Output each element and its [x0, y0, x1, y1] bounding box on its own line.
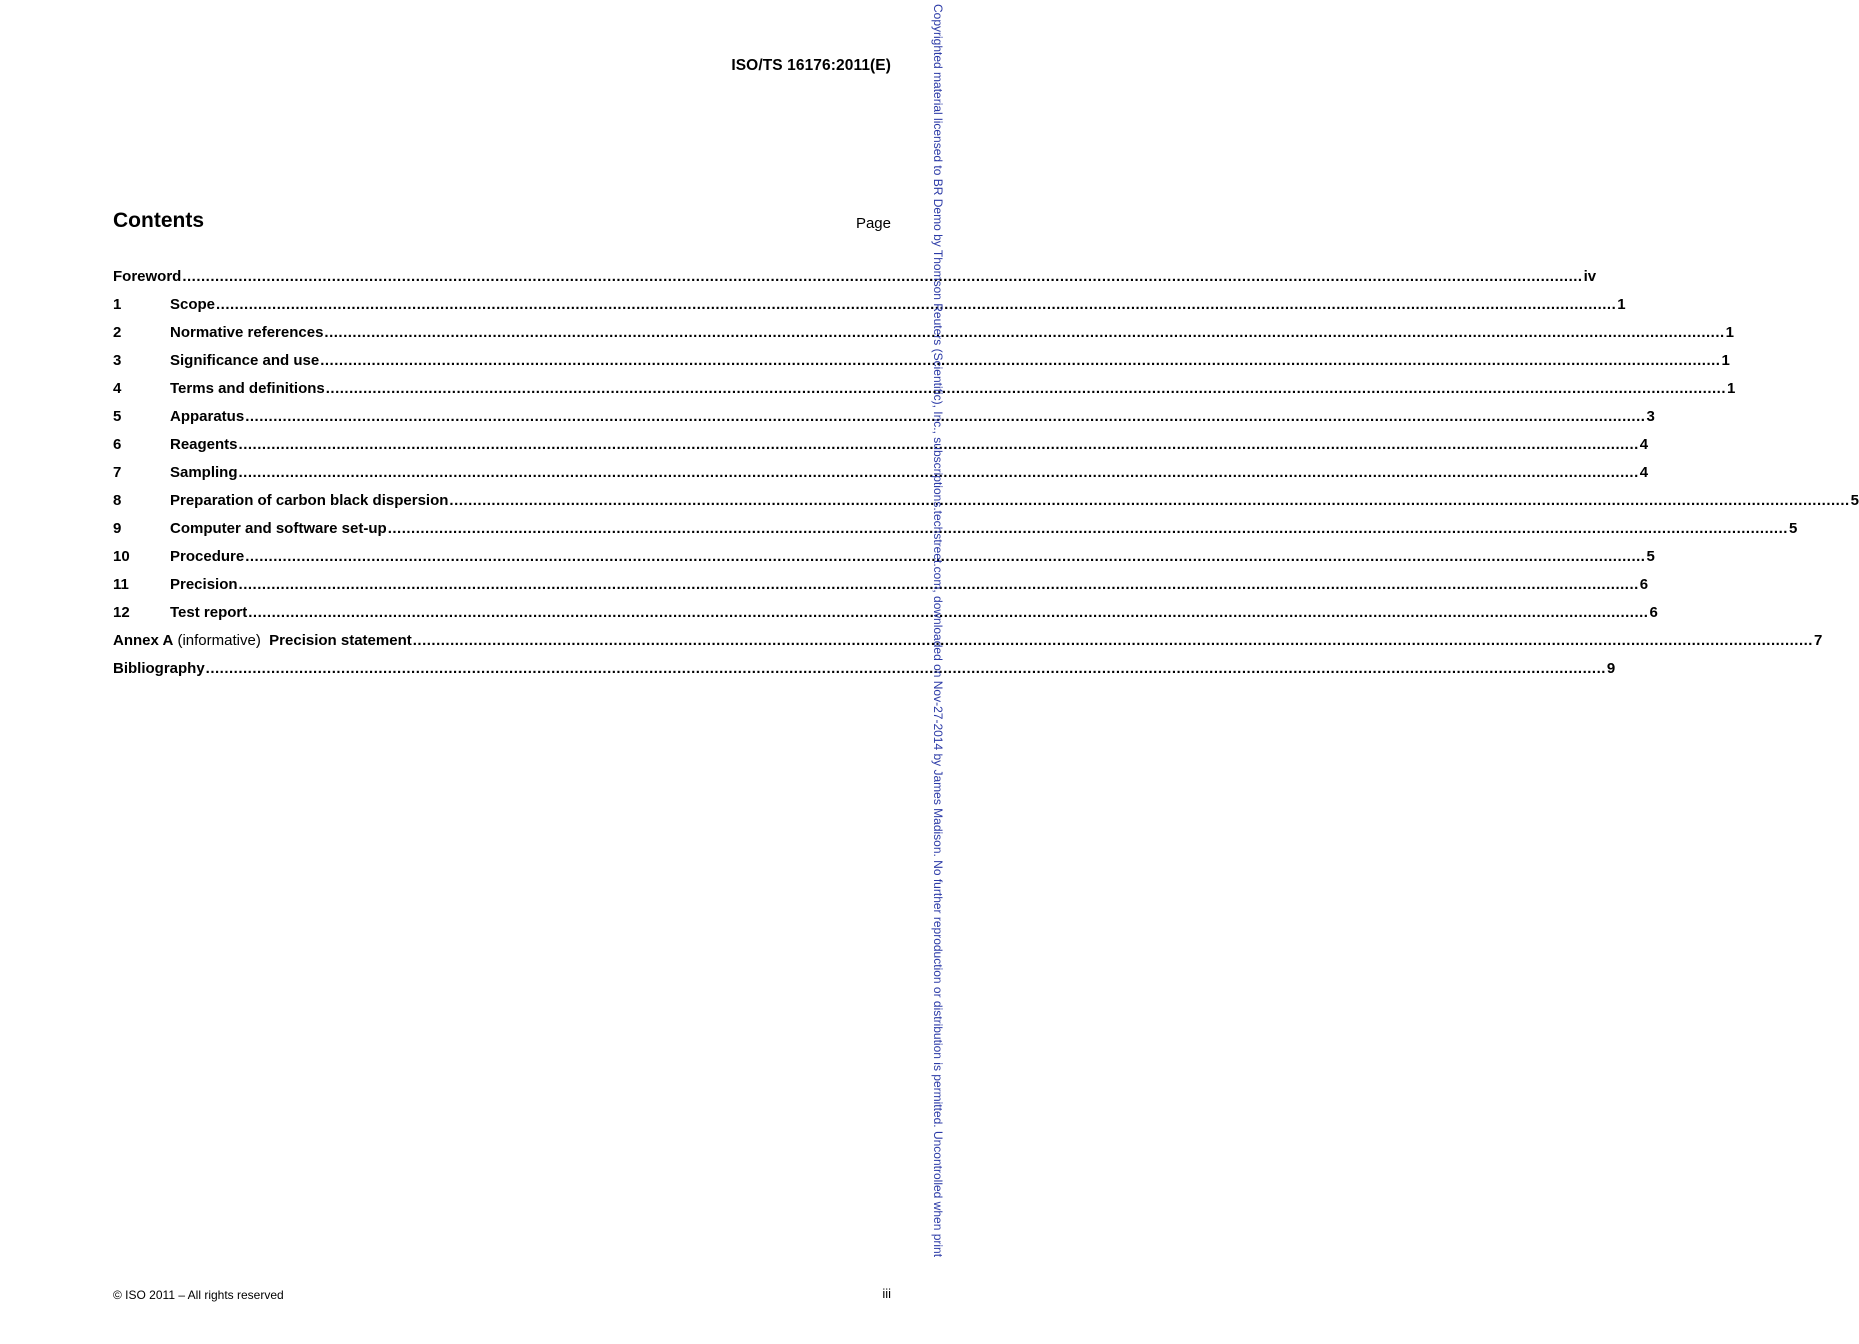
toc-entry-title: Precision: [170, 576, 238, 593]
toc-leader-dots: ............................................................................................................................................................................................................................................................................................................: [238, 436, 1639, 453]
toc-leader-dots: ............................................................................................................................................................................................................................................................................................................: [324, 324, 1725, 341]
toc-entry-reagents[interactable]: [113, 436, 1649, 464]
toc-entry-apparatus[interactable]: [113, 408, 1655, 436]
toc-entry-procedure[interactable]: [113, 548, 1655, 576]
toc-annex-spacer: [261, 632, 269, 649]
toc-entry-number: 9: [113, 520, 122, 537]
page-number: iii: [882, 1286, 891, 1301]
toc-entry-page: 9: [1606, 660, 1616, 677]
toc-leader-dots: ............................................................................................................................................................................................................................................................................................................: [245, 408, 1646, 425]
toc-entry-significance[interactable]: [113, 352, 1730, 380]
toc-entry-title: Normative references: [170, 324, 324, 341]
toc-entry-number: 12: [113, 604, 130, 621]
toc-entry-precision[interactable]: [113, 576, 1649, 604]
toc-entry-scope[interactable]: [113, 296, 1626, 324]
toc-leader-dots: ............................................................................................................................................................................................................................................................................................................: [320, 352, 1721, 369]
toc-entry-title: Foreword: [113, 268, 182, 285]
toc-entry-title: Significance and use: [170, 352, 320, 369]
toc-entry-title: Computer and software set-up: [170, 520, 387, 537]
toc-entry-page: 6: [1649, 604, 1658, 621]
toc-entry-page: 5: [1850, 492, 1859, 509]
toc-annex-note: (informative): [177, 632, 261, 649]
toc-entry-test-report[interactable]: [113, 604, 1658, 632]
page-column-label: Page: [855, 215, 891, 232]
toc-leader-dots: ............................................................................................................................................................................................................................................................................................................: [387, 520, 1788, 537]
toc-entry-title: Terms and definitions: [170, 380, 325, 397]
toc-entry-number: 4: [113, 380, 122, 397]
toc-entry-title: Scope: [170, 296, 216, 313]
toc-leader-dots: ............................................................................................................................................................................................................................................................................................................: [238, 464, 1639, 481]
toc-entry-page: iv: [1583, 268, 1597, 285]
toc-entry-page: 6: [1639, 576, 1649, 593]
toc-entry-number: 11: [113, 576, 129, 593]
toc-entry-page: 4: [1639, 436, 1649, 453]
toc-entry-number: 5: [113, 408, 122, 425]
toc-entry-terms[interactable]: [113, 380, 1736, 408]
toc-annex-prefix: Annex A: [113, 632, 174, 649]
toc-entry-page: 7: [1813, 632, 1823, 649]
toc-entry-number: 7: [113, 464, 122, 481]
toc-entry-title: Apparatus: [170, 408, 245, 425]
toc-entry-page: 1: [1725, 324, 1735, 341]
toc-entry-page: 4: [1639, 464, 1649, 481]
toc-leader-dots: ............................................................................................................................................................................................................................................................................................................: [182, 268, 1583, 285]
toc-leader-dots: ............................................................................................................................................................................................................................................................................................................: [449, 492, 1850, 509]
toc-entry-number: 10: [113, 548, 130, 565]
toc-leader-dots: ............................................................................................................................................................................................................................................................................................................: [245, 548, 1646, 565]
document-code: ISO/TS 16176:2011(E): [731, 57, 891, 74]
toc-entry-sampling[interactable]: [113, 464, 1649, 492]
toc-entry-foreword[interactable]: [113, 268, 1597, 296]
toc-leader-dots: ............................................................................................................................................................................................................................................................................................................: [216, 296, 1617, 313]
toc-entry-title: Bibliography: [113, 660, 205, 677]
toc-entry-page: 1: [1617, 296, 1626, 313]
copyright-notice: © ISO 2011 – All rights reserved: [113, 1288, 284, 1302]
toc-leader-dots: ............................................................................................................................................................................................................................................................................................................: [325, 380, 1726, 397]
table-of-contents: [113, 268, 1859, 688]
toc-entry-page: 5: [1646, 548, 1655, 565]
toc-entry-number: 2: [113, 324, 122, 341]
toc-leader-dots: ............................................................................................................................................................................................................................................................................................................: [248, 604, 1649, 621]
toc-entry-page: 1: [1727, 380, 1736, 397]
toc-entry-page: 5: [1788, 520, 1798, 537]
contents-heading: Contents: [113, 209, 204, 232]
toc-entry-title: Procedure: [170, 548, 245, 565]
toc-entry-normative-references[interactable]: [113, 324, 1735, 352]
toc-leader-dots: ............................................................................................................................................................................................................................................................................................................: [412, 632, 1813, 649]
toc-leader-dots: ............................................................................................................................................................................................................................................................................................................: [238, 576, 1639, 593]
toc-leader-dots: ............................................................................................................................................................................................................................................................................................................: [205, 660, 1606, 677]
toc-entry-title: Precision statement: [269, 632, 412, 649]
toc-entry-preparation[interactable]: [113, 492, 1859, 520]
toc-entry-title: Preparation of carbon black dispersion: [170, 492, 449, 509]
toc-entry-number: 6: [113, 436, 122, 453]
toc-entry-page: 1: [1721, 352, 1730, 369]
toc-entry-number: 3: [113, 352, 122, 369]
toc-entry-title: Sampling: [170, 464, 238, 481]
toc-entry-annex-a[interactable]: [113, 632, 1823, 660]
toc-entry-page: 3: [1646, 408, 1655, 425]
toc-entry-number: 8: [113, 492, 122, 509]
toc-entry-title: Test report: [170, 604, 248, 621]
toc-entry-computer-setup[interactable]: [113, 520, 1798, 548]
toc-entry-number: 1: [113, 296, 122, 313]
toc-entry-bibliography[interactable]: [113, 660, 1616, 688]
toc-entry-title: Reagents: [170, 436, 238, 453]
license-watermark: Copyrighted material licensed to BR Demo by Thomson Reuters (Scientific), Inc., subscriptions.techstreet.com, downloaded on Nov-27-2014 by James Madison. No further reproduction or distribution is permitted. Uncontrolled when print: [931, 4, 945, 1258]
